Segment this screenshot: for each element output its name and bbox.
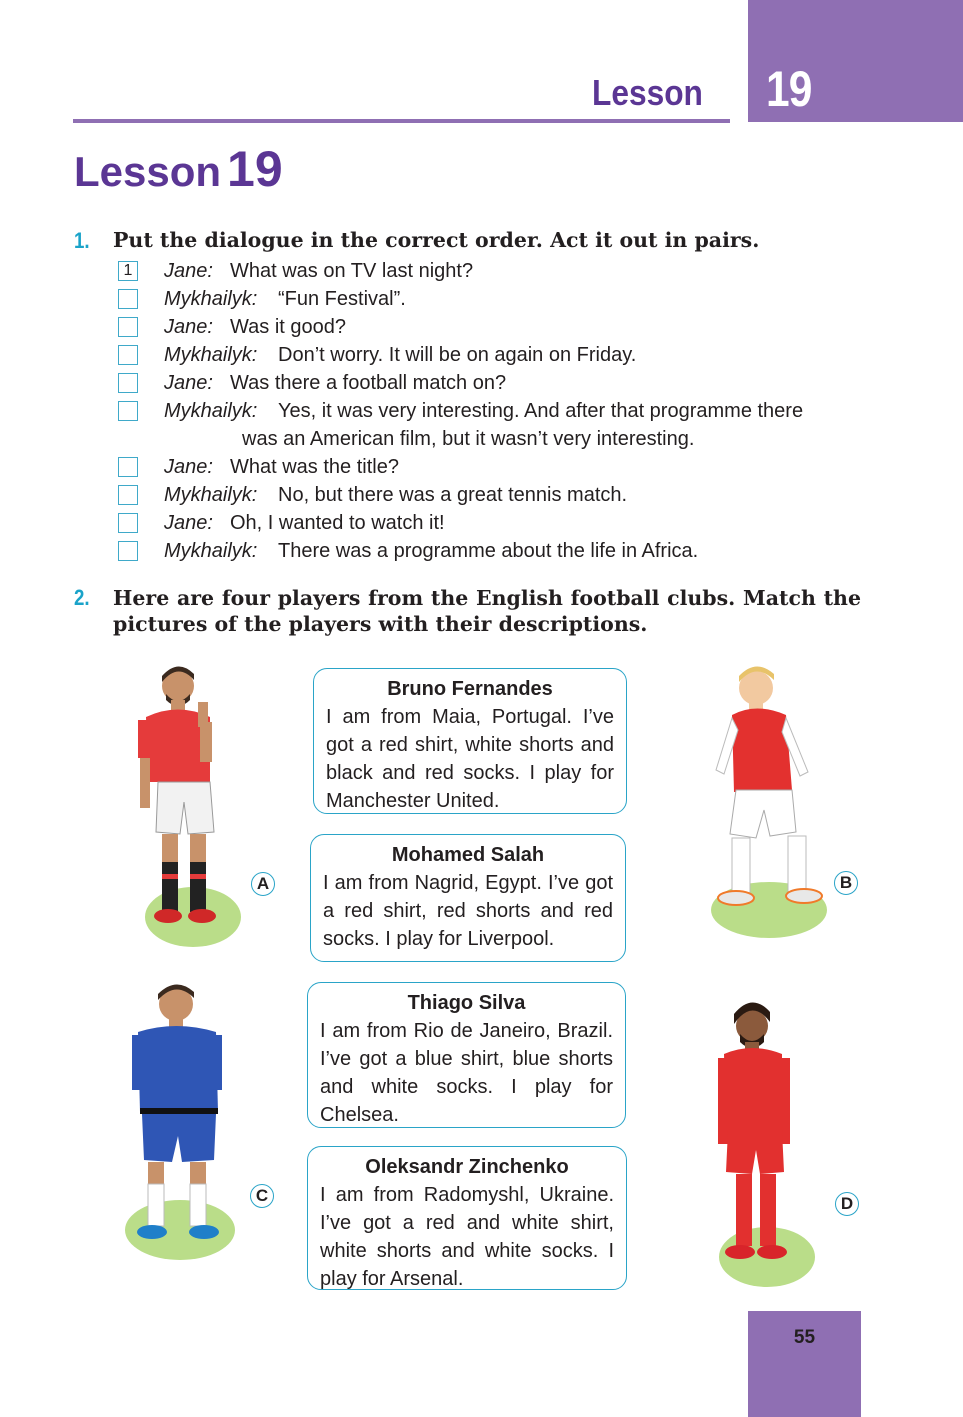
- speaker-name: Jane:: [164, 260, 213, 282]
- page-title-number: 19: [227, 141, 283, 197]
- order-checkbox[interactable]: [118, 345, 138, 365]
- header-rule: [73, 119, 730, 123]
- task1-number: 1.: [74, 228, 90, 253]
- speaker-name: Mykhailyk:: [164, 540, 258, 562]
- player-name: Bruno Fernandes: [387, 678, 553, 700]
- player-d-illustration: [712, 1002, 822, 1287]
- player-description: I am from Nagrid, Egypt. I’ve got a red shirt, red shorts and red socks. I play for Liverpool.: [323, 872, 613, 950]
- player-description: I am from Rio de Janeiro, Brazil. I’ve got a blue shirt, blue shorts and white socks. I play for Chelsea.: [320, 1020, 613, 1126]
- order-checkbox[interactable]: [118, 401, 138, 421]
- description-box-oleksandr-zinchenko: [307, 1146, 627, 1290]
- description-box-mohamed-salah: [310, 834, 626, 962]
- dialogue-text: What was the title?: [230, 456, 399, 478]
- speaker-name: Mykhailyk:: [164, 288, 258, 310]
- order-checkbox[interactable]: 1: [118, 261, 138, 281]
- player-c-illustration: [118, 980, 238, 1260]
- player-description: I am from Radomyshl, Ukraine. I’ve got a red and white shirt, white shorts and white socks. I play for Arsenal.: [320, 1184, 614, 1290]
- dialogue-text: No, but there was a great tennis match.: [278, 484, 628, 506]
- player-name: Mohamed Salah: [391, 844, 545, 866]
- order-checkbox[interactable]: [118, 317, 138, 337]
- speaker-name: Mykhailyk:: [164, 344, 258, 366]
- dialogue-text: There was a programme about the life in Africa.: [278, 540, 699, 562]
- speaker-name: Jane:: [164, 372, 213, 394]
- dialogue-text: “Fun Festival”.: [278, 288, 406, 310]
- speaker-name: Jane:: [164, 512, 213, 534]
- picture-label-d: D: [835, 1192, 859, 1216]
- player-name: Thiago Silva: [407, 992, 526, 1014]
- order-checkbox[interactable]: [118, 373, 138, 393]
- speaker-name: Mykhailyk:: [164, 400, 258, 422]
- task2-number: 2.: [74, 585, 90, 610]
- picture-label-b: B: [834, 871, 858, 895]
- order-checkbox[interactable]: [118, 289, 138, 309]
- description-box-thiago-silva: [307, 982, 626, 1128]
- player-a-illustration: [138, 662, 248, 952]
- player-name: Oleksandr Zinchenko: [365, 1156, 569, 1178]
- dialogue-text: Don’t worry. It will be on again on Friday.: [278, 344, 637, 366]
- speaker-name: Jane:: [164, 316, 213, 338]
- picture-label-a: A: [251, 872, 275, 896]
- description-box-bruno-fernandes: [313, 668, 627, 814]
- dialogue-text: What was on TV last night?: [230, 260, 474, 282]
- player-description: I am from Maia, Portugal. I’ve got a red shirt, white shorts and black and red socks. I play for Manchester United.: [326, 706, 614, 812]
- speaker-name: Jane:: [164, 456, 213, 478]
- picture-label-c: C: [250, 1184, 274, 1208]
- header-lesson-number: 19: [766, 61, 812, 117]
- task2-instruction: Here are four players from the English football clubs. Match the pictures of the players with their descriptions.: [113, 586, 861, 636]
- dialogue-text: Oh, I wanted to watch it!: [230, 512, 445, 534]
- task1-instruction: Put the dialogue in the correct order. Act it out in pairs.: [113, 228, 760, 252]
- player-b-illustration: [704, 660, 834, 940]
- order-checkbox[interactable]: [118, 485, 138, 505]
- dialogue-text: Yes, it was very interesting. And after that programme there: [278, 400, 804, 422]
- page-title: [74, 140, 283, 198]
- dialogue-text-continued: was an American film, but it wasn’t very interesting.: [242, 428, 695, 450]
- order-checkbox[interactable]: [118, 513, 138, 533]
- page-title-word: Lesson: [74, 148, 222, 195]
- dialogue-text: Was it good?: [230, 316, 346, 338]
- order-checkbox[interactable]: [118, 541, 138, 561]
- page-number: 55: [793, 1327, 816, 1348]
- speaker-name: Mykhailyk:: [164, 484, 258, 506]
- header-lesson-word: Lesson: [592, 72, 703, 113]
- order-checkbox[interactable]: [118, 457, 138, 477]
- dialogue-text: Was there a football match on?: [230, 372, 507, 394]
